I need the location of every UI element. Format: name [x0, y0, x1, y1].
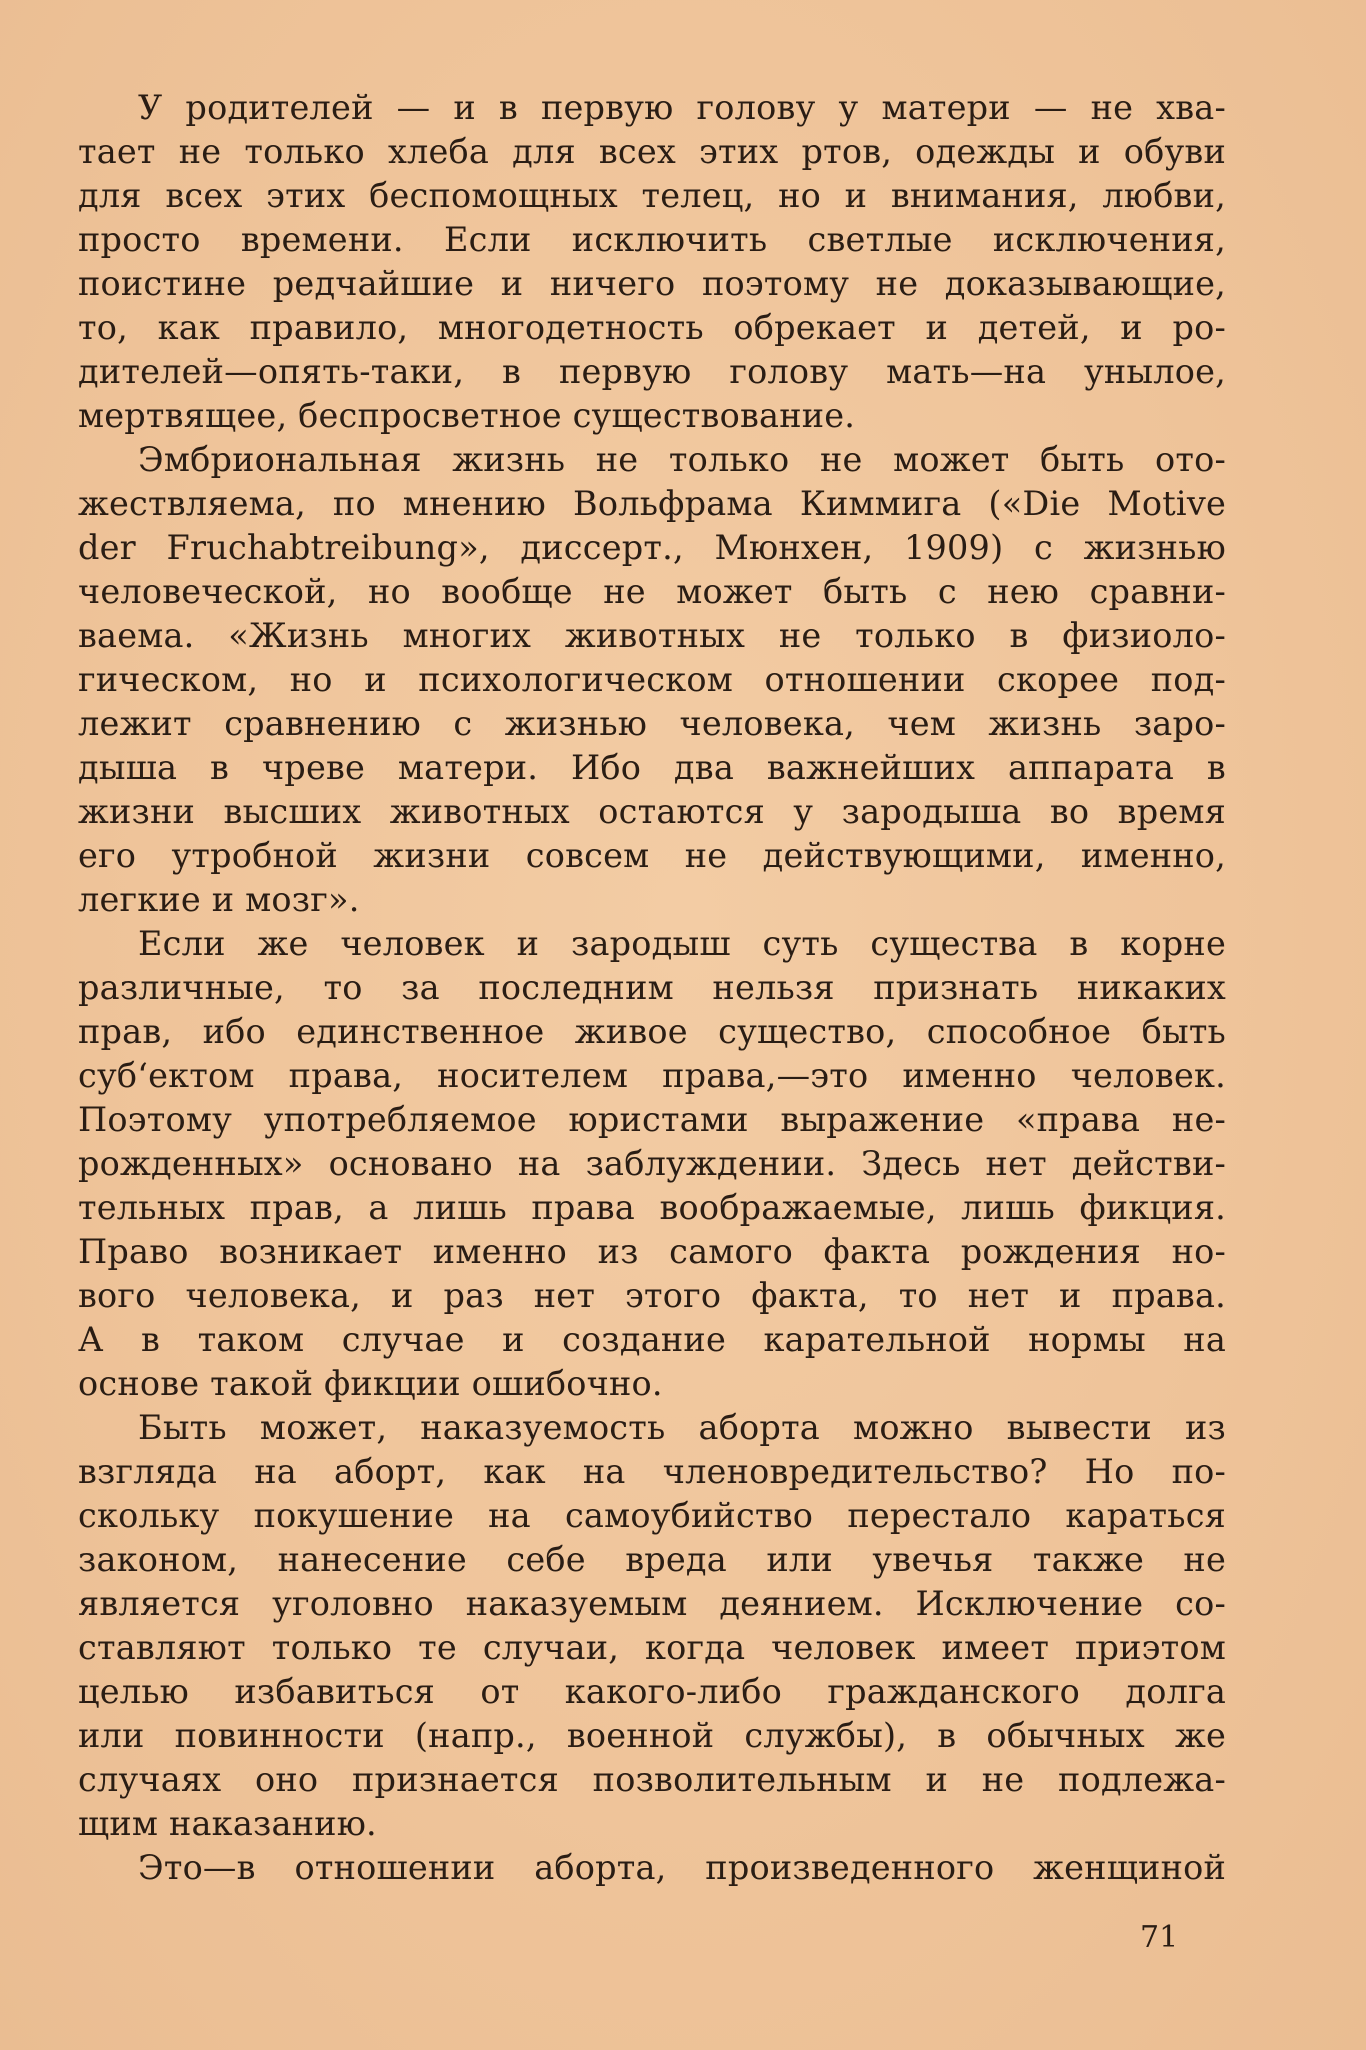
text-body — [78, 86, 1226, 1890]
text-line: гическом, но и психологическом отношении скорее под- — [78, 660, 1226, 699]
text-line: Если же человек и зародыш суть существа в корне — [138, 924, 1226, 963]
paragraph — [78, 86, 1226, 438]
text-line: легкие и мозг». — [78, 880, 360, 919]
text-line: просто времени. Если исключить светлые исключения, — [78, 220, 1226, 259]
text-line: Это—в отношении аборта, произведенного женщиной — [138, 1848, 1226, 1887]
page-number: 71 — [1140, 1920, 1179, 1955]
text-line: случаях оно признается позволительным и не подлежа- — [78, 1760, 1226, 1799]
text-line: ваема. «Жизнь многих животных не только в физиоло- — [78, 616, 1226, 655]
text-line: тает не только хлеба для всех этих ртов, одежды и обуви — [78, 132, 1226, 171]
text-line: поистине редчайшие и ничего поэтому не доказывающие, — [78, 264, 1226, 303]
text-line: А в таком случае и создание карательной нормы на — [78, 1320, 1226, 1359]
text-line: для всех этих беспомощных телец, но и внимания, любви, — [78, 176, 1226, 215]
text-line: прав, ибо единственное живое существо, способное быть — [78, 1012, 1226, 1051]
text-line: целью избавиться от какого-либо гражданского долга — [78, 1672, 1226, 1711]
text-line: ставляют только те случаи, когда человек имеет приэтом — [78, 1628, 1226, 1667]
text-line: является уголовно наказуемым деянием. Исключение со- — [78, 1584, 1226, 1623]
text-line: суб‘ектом права, носителем права,—это именно человек. — [78, 1056, 1226, 1095]
text-line: мертвящее, беспросветное существование. — [78, 396, 856, 435]
text-line: der Fruchabtreibung», диссерт., Мюнхен, 1909) с жизнью — [78, 528, 1226, 567]
paragraph — [78, 1406, 1226, 1846]
text-line: Эмбриональная жизнь не только не может быть ото- — [138, 440, 1226, 479]
text-line: тельных прав, а лишь права воображаемые, лишь фикция. — [78, 1188, 1226, 1227]
text-line: лежит сравнению с жизнью человека, чем жизнь заро- — [78, 704, 1226, 743]
text-line: вого человека, и раз нет этого факта, то нет и права. — [78, 1276, 1226, 1315]
paragraph — [78, 438, 1226, 922]
text-line: взгляда на аборт, как на членовредительство? Но по- — [78, 1452, 1226, 1491]
text-line: его утробной жизни совсем не действующими, именно, — [78, 836, 1226, 875]
text-line: дителей—опять-таки, в первую голову мать—на унылое, — [78, 352, 1226, 391]
text-line: или повинности (напр., военной службы), в обычных же — [78, 1716, 1226, 1755]
text-line: основе такой фикции ошибочно. — [78, 1364, 663, 1403]
text-line: различные, то за последним нельзя признать никаких — [78, 968, 1226, 1007]
text-line: скольку покушение на самоубийство перестало караться — [78, 1496, 1226, 1535]
text-line: дыша в чреве матери. Ибо два важнейших аппарата в — [78, 748, 1226, 787]
text-line: Поэтому употребляемое юристами выражение «права не- — [78, 1100, 1226, 1139]
text-line: Право возникает именно из самого факта рождения но- — [78, 1232, 1226, 1271]
text-line: Быть может, наказуемость аборта можно вывести из — [138, 1408, 1226, 1447]
text-line: человеческой, но вообще не может быть с нею сравни- — [78, 572, 1226, 611]
text-line: рожденных» основано на заблуждении. Здесь нет действи- — [78, 1144, 1226, 1183]
text-line: жествляема, по мнению Вольфрама Киммига («Die Motive — [78, 484, 1226, 523]
text-line: то, как правило, многодетность обрекает и детей, и ро- — [78, 308, 1226, 347]
text-line: законом, нанесение себе вреда или увечья также не — [78, 1540, 1226, 1579]
text-line: щим наказанию. — [78, 1804, 377, 1843]
paragraph — [78, 922, 1226, 1406]
text-line: жизни высших животных остаются у зародыша во время — [78, 792, 1226, 831]
paragraph — [78, 1846, 1226, 1890]
text-line: У родителей — и в первую голову у матери — не хва- — [138, 88, 1226, 127]
